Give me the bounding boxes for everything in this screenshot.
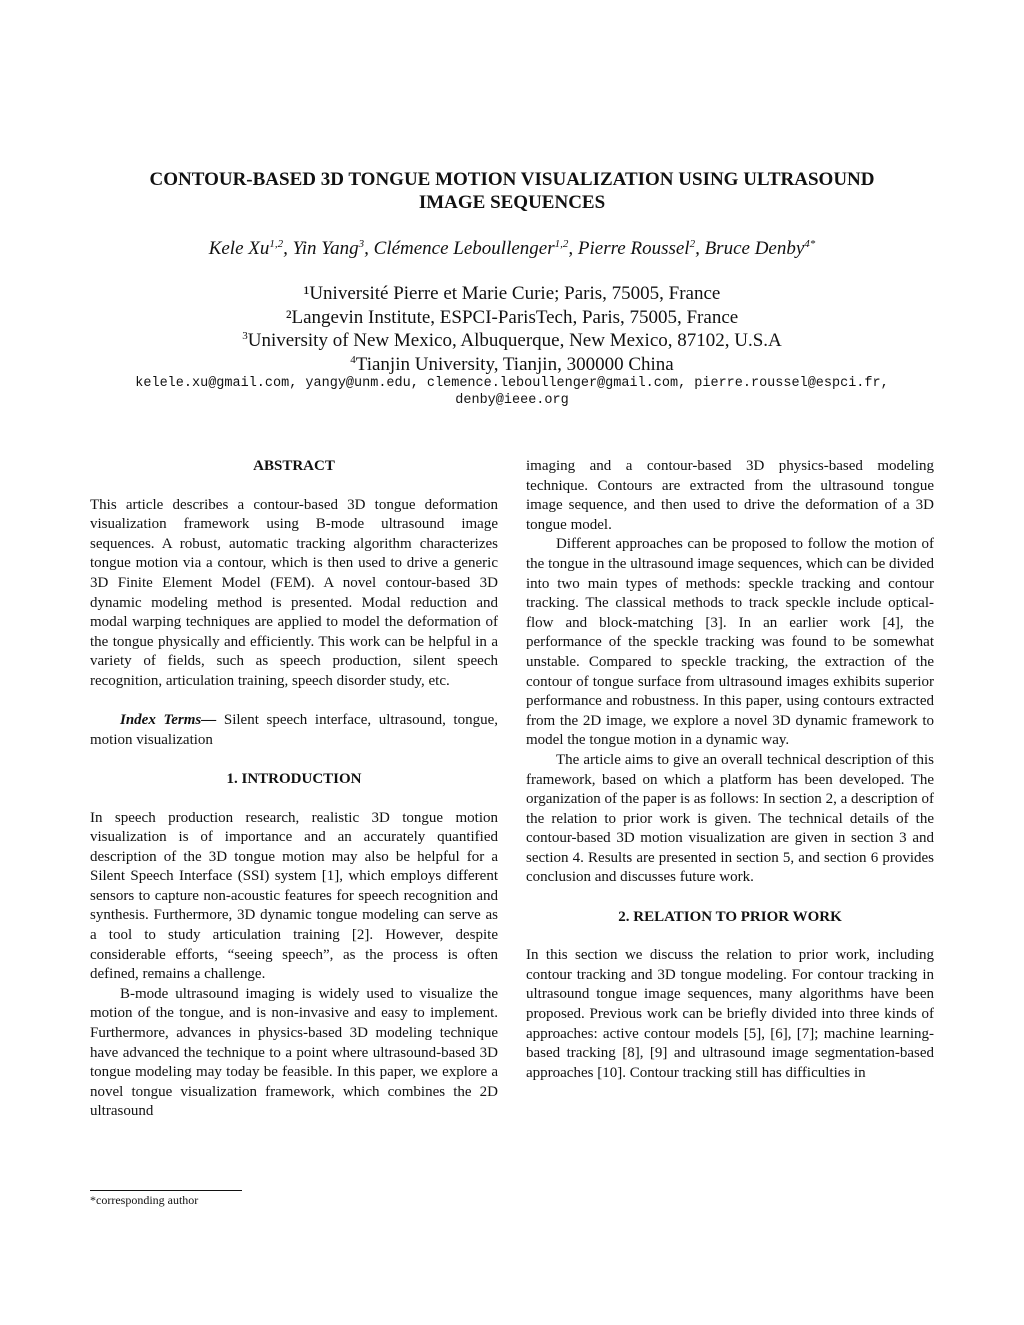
prior-work-paragraph-1: In this section we discuss the relation to prior work, including contour tracking and 3D tongue modeling. For contour tracking in ultrasound tongue image sequences, many algorithms have been proposed. Previous work can be briefly divided into three kinds of approaches: active contour models [5], [6], [7]; machine learning-based tracking [8], [9] and ultrasound image segmentation-based approaches [10]. Contour tracking still has difficulties in (526, 947, 934, 1081)
intro-paragraph-4: The article aims to give an overall technical description of this framework, based on which a platform has been developed. The organization of the paper is as follows: In section 2, a description of the relation to prior work is given. The technical details of the contour-based 3D motion visualization are given in section 3 and section 4. Results are presented in section 5, and section 6 provides conclusion and discusses future work. (526, 751, 934, 886)
abstract-text: This article describes a contour-based 3D tongue deformation visualization framework using B-mode ultrasound image sequences. A robust, automatic tracking algorithm characterizes tongue motion via a contour, which is then used to drive a generic 3D Finite Element Model (FEM). A novel contour-based 3D dynamic modeling method is presented. Modal reduction and modal warping techniques are applied to model the deformation of the tongue physically and efficiently. This work can be helpful in a variety of fields, such as speech production, silent speech recognition, articulation training, speech disorder study, etc. (90, 496, 498, 689)
affiliation-list (60, 282, 964, 376)
affiliation-2: ²Langevin Institute, ESPCI-ParisTech, Paris, 75005, France (285, 306, 739, 328)
footnote-divider (90, 1190, 242, 1191)
author: Bruce Denby$^{4*}$ (704, 238, 816, 259)
introduction-heading: 1. INTRODUCTION (226, 770, 362, 787)
title-line-1: CONTOUR-BASED 3D TONGUE MOTION VISUALIZATION USING ULTRASOUND (149, 169, 875, 190)
abstract-heading: ABSTRACT (253, 458, 335, 474)
paper-title (90, 168, 934, 214)
email-line-2: denby@ieee.org (455, 393, 569, 408)
affiliation-4: $^4$Tianjin University, Tianjin, 300000 China (350, 353, 674, 375)
index-terms-label: Index Terms— (120, 712, 217, 729)
affiliation-1: ¹Université Pierre et Marie Curie; Paris, 75005, France (303, 283, 721, 304)
title-line-2: IMAGE SEQUENCES (418, 192, 606, 213)
index-terms-text: Silent speech interface, ultrasound, tongue, motion visualization (90, 712, 499, 748)
intro-paragraph-2-continued: imaging and a contour-based 3D physics-based modeling technique. Contours are extracted from the ultrasound tongue image sequence, and then used to drive the deformation of a 3D tongue model. (526, 458, 934, 533)
author: Pierre Roussel$^2$, (577, 238, 705, 259)
intro-paragraph-1: In speech production research, realistic 3D tongue motion visualization is of importance and an accurately quantified description of the 3D tongue motion may also be helpful for a Silent Speech Interface (SSI) system [1], which employs different sensors to capture non-acoustic features for speech recognition and synthesis. Furthermore, 3D dynamic tongue modeling can serve as a tool to study articulation training [2]. However, despite considerable efforts, “seeing speech”, as the process is often defined, remains a challenge. (90, 809, 498, 983)
intro-paragraph-2: B-mode ultrasound imaging is widely used to visualize the motion of the tongue, and is non-invasive and easy to implement. Furthermore, advances in physics-based 3D modeling technique have advanced the technique to a point where ultrasound-based 3D tongue modeling may today be feasible. In this paper, we explore a novel tongue visualization framework, which combines the 2D ultrasound (90, 985, 498, 1120)
right-column (526, 457, 934, 1083)
prior-work-heading: 2. RELATION TO PRIOR WORK (618, 908, 842, 925)
email-line-1: kelele.xu@gmail.com, yangy@unm.edu, clemence.leboullenger@gmail.com, pierre.roussel@espci.fr, (135, 376, 889, 391)
footnote: *corresponding author (90, 1193, 199, 1207)
author: Yin Yang$^3$, (292, 238, 374, 259)
author-list (60, 236, 964, 262)
author: Kele Xu$^{1,2}$, (208, 238, 293, 259)
affiliation-3: $^3$University of New Mexico, Albuquerque, New Mexico, 87102, U.S.A (242, 330, 782, 351)
intro-paragraph-3: Different approaches can be proposed to follow the motion of the tongue in the ultrasound image sequences, which can be divided into two main types of methods: speckle tracking and contour tracking. The classical methods to track speckle include optical-flow and block-matching [3]. In an earlier work [4], the performance of the speckle tracking was found to be somewhat unstable. Compared to speckle tracking, the extraction of the contour of tongue surface from ultrasound images exhibits superior performance and robustness. In this paper, using contours extracted from the 2D image, we explore a novel 3D dynamic framework to model the tongue motion in a dynamic way. (526, 536, 934, 749)
email-list (40, 375, 984, 409)
author: Clémence Leboullenger$^{1,2}$, (373, 238, 578, 259)
left-column (90, 457, 498, 1122)
index-terms (90, 711, 498, 750)
